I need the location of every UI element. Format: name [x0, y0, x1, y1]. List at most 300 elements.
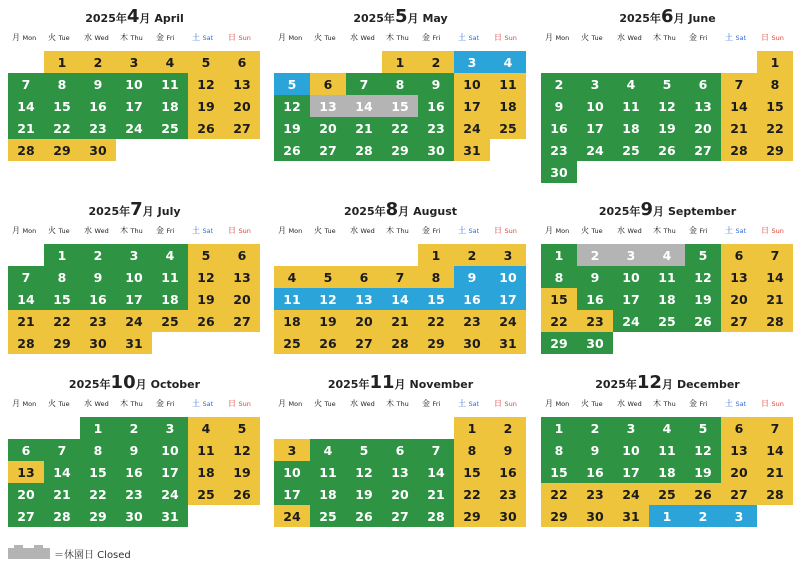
day-cell: 12 — [685, 266, 721, 288]
day-cell: 3 — [116, 51, 152, 73]
day-cell: 5 — [346, 439, 382, 461]
day-cell: 1 — [382, 51, 418, 73]
empty-cell — [274, 51, 310, 73]
weekday-label: 水 Wed — [84, 226, 109, 235]
day-cell: 19 — [685, 461, 721, 483]
month-april — [8, 6, 261, 161]
day-cell: 30 — [454, 332, 490, 354]
empty-cell — [418, 417, 454, 439]
day-cell: 23 — [418, 117, 454, 139]
day-cell: 21 — [418, 483, 454, 505]
weekday-label: 日 Sun — [494, 33, 517, 42]
day-cell: 8 — [418, 266, 454, 288]
day-cell: 5 — [685, 244, 721, 266]
day-cell: 19 — [685, 288, 721, 310]
weekday-label: 土 Sat — [458, 226, 480, 235]
day-cell: 17 — [454, 95, 490, 117]
empty-cell — [649, 51, 685, 73]
empty-cell — [541, 51, 577, 73]
day-cell: 9 — [80, 266, 116, 288]
day-cell: 21 — [8, 310, 44, 332]
day-cell: 17 — [490, 288, 526, 310]
weekday-header — [541, 224, 794, 238]
day-cell: 23 — [490, 483, 526, 505]
day-cell: 17 — [152, 461, 188, 483]
day-cell: 18 — [490, 95, 526, 117]
weekday-label: 日 Sun — [228, 399, 251, 408]
day-cell: 13 — [346, 288, 382, 310]
day-cell: 22 — [80, 483, 116, 505]
day-cell: 15 — [418, 288, 454, 310]
day-cell: 20 — [224, 288, 260, 310]
day-cell: 4 — [188, 417, 224, 439]
day-cell: 5 — [310, 266, 346, 288]
day-cell: 25 — [649, 483, 685, 505]
weekday-label: 火 Tue — [48, 226, 70, 235]
legend — [8, 546, 131, 561]
empty-cell — [613, 51, 649, 73]
day-cell: 7 — [382, 266, 418, 288]
weekday-label: 木 Thu — [653, 33, 676, 42]
day-cell: 17 — [116, 95, 152, 117]
empty-cell — [44, 417, 80, 439]
day-cell: 26 — [224, 483, 260, 505]
day-cell: 28 — [8, 139, 44, 161]
empty-cell — [310, 417, 346, 439]
day-cell: 30 — [80, 139, 116, 161]
day-cell: 15 — [80, 461, 116, 483]
day-cell: 1 — [418, 244, 454, 266]
day-cell: 16 — [454, 288, 490, 310]
day-cell: 25 — [613, 139, 649, 161]
day-cell: 8 — [44, 73, 80, 95]
day-cell: 23 — [454, 310, 490, 332]
day-cell: 7 — [721, 73, 757, 95]
weekday-label: 木 Thu — [386, 33, 409, 42]
month-december — [541, 372, 794, 527]
empty-cell — [577, 51, 613, 73]
day-cell: 14 — [44, 461, 80, 483]
day-cell: 14 — [346, 95, 382, 117]
day-cell: 13 — [685, 95, 721, 117]
day-cell: 23 — [577, 483, 613, 505]
day-cell: 22 — [541, 310, 577, 332]
weekday-label: 日 Sun — [761, 33, 784, 42]
weekday-label: 木 Thu — [386, 399, 409, 408]
day-cell: 19 — [224, 461, 260, 483]
day-cell: 6 — [721, 244, 757, 266]
day-cell: 22 — [382, 117, 418, 139]
day-cell: 3 — [152, 417, 188, 439]
day-cell: 24 — [274, 505, 310, 527]
day-cell: 26 — [188, 310, 224, 332]
day-cell: 27 — [721, 483, 757, 505]
weekday-label: 土 Sat — [458, 33, 480, 42]
day-cell: 9 — [541, 95, 577, 117]
weekday-label: 木 Thu — [386, 226, 409, 235]
day-cell: 11 — [490, 73, 526, 95]
day-cell: 26 — [346, 505, 382, 527]
weekday-label: 水 Wed — [350, 399, 375, 408]
day-cell: 9 — [490, 439, 526, 461]
day-cell: 27 — [346, 332, 382, 354]
day-cell: 15 — [454, 461, 490, 483]
day-cell: 16 — [577, 461, 613, 483]
weekday-label: 日 Sun — [228, 33, 251, 42]
empty-cell — [8, 244, 44, 266]
weekday-label: 木 Thu — [120, 226, 143, 235]
weekday-label: 金 Fri — [422, 33, 441, 42]
day-cell: 9 — [80, 73, 116, 95]
day-cell: 11 — [649, 266, 685, 288]
month-title: 2025年9月 September — [598, 199, 737, 220]
weekday-label: 月 Mon — [278, 33, 303, 42]
month-title: 2025年12月 December — [595, 372, 740, 393]
day-cell: 10 — [454, 73, 490, 95]
day-cell: 29 — [757, 139, 793, 161]
day-cell: 1 — [44, 51, 80, 73]
day-cell: 27 — [224, 310, 260, 332]
day-cell: 14 — [382, 288, 418, 310]
weekday-label: 木 Thu — [120, 399, 143, 408]
weekday-label: 火 Tue — [48, 33, 70, 42]
day-cell-next-month: 2 — [685, 505, 721, 527]
day-cell: 27 — [721, 310, 757, 332]
day-cell: 20 — [685, 117, 721, 139]
day-cell: 7 — [757, 244, 793, 266]
day-cell: 2 — [418, 51, 454, 73]
day-cell: 15 — [382, 95, 418, 117]
month-july — [8, 199, 261, 354]
month-june — [541, 6, 794, 183]
month-title: 2025年5月 May — [353, 6, 448, 27]
weekday-label: 火 Tue — [48, 399, 70, 408]
weekday-label: 水 Wed — [617, 33, 642, 42]
day-cell: 16 — [577, 288, 613, 310]
weekday-header — [274, 397, 527, 411]
empty-cell — [8, 51, 44, 73]
day-cell: 29 — [541, 332, 577, 354]
day-cell: 3 — [490, 244, 526, 266]
weekday-label: 土 Sat — [725, 226, 747, 235]
weekday-label: 日 Sun — [228, 226, 251, 235]
month-may — [274, 6, 527, 161]
day-cell: 17 — [577, 117, 613, 139]
day-cell: 12 — [274, 95, 310, 117]
day-cell: 6 — [224, 51, 260, 73]
day-cell: 22 — [44, 117, 80, 139]
day-cell: 6 — [382, 439, 418, 461]
day-cell: 25 — [310, 505, 346, 527]
day-cell: 25 — [649, 310, 685, 332]
day-cell: 6 — [8, 439, 44, 461]
day-cell: 27 — [382, 505, 418, 527]
day-cell: 24 — [490, 310, 526, 332]
day-cell: 25 — [490, 117, 526, 139]
day-cell: 5 — [188, 51, 224, 73]
day-cell: 7 — [418, 439, 454, 461]
day-cell: 24 — [454, 117, 490, 139]
day-cell: 5 — [649, 73, 685, 95]
day-cell: 20 — [382, 483, 418, 505]
month-september — [541, 199, 794, 354]
day-cell: 18 — [188, 461, 224, 483]
day-cell: 26 — [685, 483, 721, 505]
day-cell: 13 — [8, 461, 44, 483]
weekday-label: 土 Sat — [725, 399, 747, 408]
weekday-label: 金 Fri — [156, 33, 175, 42]
day-cell: 15 — [541, 461, 577, 483]
month-november — [274, 372, 527, 527]
day-cell: 23 — [577, 310, 613, 332]
empty-cell — [685, 51, 721, 73]
day-cell: 4 — [274, 266, 310, 288]
weekday-label: 火 Tue — [581, 226, 603, 235]
weekday-label: 金 Fri — [689, 226, 708, 235]
closed-swatch-icon — [8, 548, 50, 559]
day-cell: 16 — [541, 117, 577, 139]
day-cell: 4 — [310, 439, 346, 461]
empty-cell — [721, 51, 757, 73]
day-cell: 30 — [541, 161, 577, 183]
day-cell: 7 — [44, 439, 80, 461]
day-cell: 5 — [685, 417, 721, 439]
day-cell: 28 — [382, 332, 418, 354]
day-cell: 7 — [8, 266, 44, 288]
day-cell: 28 — [346, 139, 382, 161]
day-cell: 19 — [188, 288, 224, 310]
day-cell: 16 — [116, 461, 152, 483]
day-cell: 20 — [310, 117, 346, 139]
day-cell: 24 — [613, 310, 649, 332]
month-title: 2025年7月 July — [88, 199, 181, 220]
empty-cell — [274, 417, 310, 439]
day-cell: 15 — [757, 95, 793, 117]
weekday-header — [8, 31, 261, 45]
day-cell: 21 — [757, 461, 793, 483]
empty-cell — [382, 417, 418, 439]
day-grid — [541, 417, 794, 527]
day-cell: 14 — [8, 95, 44, 117]
day-cell: 29 — [44, 332, 80, 354]
day-cell: 18 — [152, 95, 188, 117]
day-cell: 30 — [418, 139, 454, 161]
day-cell: 10 — [116, 73, 152, 95]
day-cell: 14 — [757, 439, 793, 461]
day-cell: 23 — [80, 117, 116, 139]
day-cell: 8 — [44, 266, 80, 288]
day-cell: 2 — [577, 417, 613, 439]
weekday-label: 土 Sat — [192, 399, 214, 408]
day-cell: 2 — [80, 244, 116, 266]
day-cell: 26 — [310, 332, 346, 354]
weekday-header — [274, 31, 527, 45]
month-title: 2025年8月 August — [343, 199, 457, 220]
day-cell: 25 — [274, 332, 310, 354]
day-cell: 11 — [188, 439, 224, 461]
weekday-label: 金 Fri — [689, 399, 708, 408]
day-cell: 1 — [454, 417, 490, 439]
day-cell: 20 — [224, 95, 260, 117]
weekday-label: 木 Thu — [653, 399, 676, 408]
weekday-label: 金 Fri — [156, 226, 175, 235]
day-cell: 16 — [418, 95, 454, 117]
month-title: 2025年11月 November — [327, 372, 474, 393]
day-cell: 23 — [541, 139, 577, 161]
day-cell: 22 — [454, 483, 490, 505]
day-cell: 10 — [613, 439, 649, 461]
weekday-label: 月 Mon — [545, 399, 570, 408]
day-cell: 12 — [224, 439, 260, 461]
day-cell: 24 — [613, 483, 649, 505]
day-cell: 18 — [310, 483, 346, 505]
day-cell: 8 — [80, 439, 116, 461]
day-cell: 21 — [346, 117, 382, 139]
day-cell: 13 — [382, 461, 418, 483]
day-cell: 15 — [44, 288, 80, 310]
day-cell: 6 — [685, 73, 721, 95]
day-cell: 16 — [490, 461, 526, 483]
day-cell: 6 — [310, 73, 346, 95]
empty-cell — [310, 51, 346, 73]
day-cell: 15 — [541, 288, 577, 310]
day-cell: 27 — [685, 139, 721, 161]
day-cell: 27 — [8, 505, 44, 527]
weekday-label: 月 Mon — [12, 33, 37, 42]
day-cell: 28 — [8, 332, 44, 354]
day-cell: 9 — [418, 73, 454, 95]
day-cell: 10 — [152, 439, 188, 461]
day-cell: 12 — [685, 439, 721, 461]
day-grid — [274, 417, 527, 527]
weekday-label: 水 Wed — [84, 33, 109, 42]
weekday-label: 水 Wed — [350, 33, 375, 42]
day-cell: 26 — [188, 117, 224, 139]
weekday-header — [541, 31, 794, 45]
weekday-header — [8, 224, 261, 238]
day-cell: 29 — [80, 505, 116, 527]
day-grid — [8, 51, 261, 161]
day-cell: 12 — [188, 73, 224, 95]
day-cell: 23 — [80, 310, 116, 332]
weekday-label: 木 Thu — [120, 33, 143, 42]
day-cell: 7 — [757, 417, 793, 439]
day-cell: 21 — [757, 288, 793, 310]
day-grid — [8, 244, 261, 354]
empty-cell — [274, 244, 310, 266]
day-cell: 10 — [274, 461, 310, 483]
day-cell: 2 — [541, 73, 577, 95]
month-title: 2025年4月 April — [85, 6, 184, 27]
day-cell: 22 — [418, 310, 454, 332]
day-cell: 24 — [116, 117, 152, 139]
day-cell: 5 — [274, 73, 310, 95]
day-cell: 29 — [454, 505, 490, 527]
day-cell: 10 — [577, 95, 613, 117]
day-cell: 19 — [346, 483, 382, 505]
day-cell: 18 — [649, 288, 685, 310]
empty-cell — [310, 244, 346, 266]
day-cell: 30 — [577, 505, 613, 527]
weekday-label: 火 Tue — [581, 399, 603, 408]
weekday-label: 土 Sat — [192, 226, 214, 235]
day-cell: 10 — [116, 266, 152, 288]
day-cell: 24 — [152, 483, 188, 505]
day-cell: 17 — [613, 288, 649, 310]
weekday-label: 木 Thu — [653, 226, 676, 235]
day-cell: 21 — [44, 483, 80, 505]
day-cell: 14 — [418, 461, 454, 483]
day-cell: 11 — [613, 95, 649, 117]
day-cell: 11 — [274, 288, 310, 310]
day-cell: 20 — [346, 310, 382, 332]
day-cell: 27 — [310, 139, 346, 161]
day-cell: 7 — [346, 73, 382, 95]
day-cell: 6 — [224, 244, 260, 266]
day-cell: 4 — [152, 51, 188, 73]
day-cell: 13 — [224, 266, 260, 288]
day-cell: 13 — [310, 95, 346, 117]
day-cell: 26 — [685, 310, 721, 332]
day-cell-next-month: 3 — [721, 505, 757, 527]
day-cell: 11 — [152, 73, 188, 95]
day-cell: 30 — [490, 505, 526, 527]
day-cell: 31 — [454, 139, 490, 161]
day-cell: 10 — [613, 266, 649, 288]
weekday-label: 土 Sat — [725, 33, 747, 42]
day-cell: 22 — [44, 310, 80, 332]
day-cell: 19 — [188, 95, 224, 117]
day-cell: 11 — [152, 266, 188, 288]
day-cell: 3 — [613, 244, 649, 266]
day-cell: 21 — [8, 117, 44, 139]
day-cell: 13 — [224, 73, 260, 95]
month-august — [274, 199, 527, 354]
day-cell: 18 — [152, 288, 188, 310]
weekday-label: 月 Mon — [545, 226, 570, 235]
day-cell: 18 — [613, 117, 649, 139]
day-cell: 25 — [152, 310, 188, 332]
day-cell: 6 — [721, 417, 757, 439]
day-cell: 29 — [418, 332, 454, 354]
day-cell: 22 — [757, 117, 793, 139]
day-cell: 23 — [116, 483, 152, 505]
day-cell: 16 — [80, 95, 116, 117]
day-cell: 28 — [757, 483, 793, 505]
weekday-header — [274, 224, 527, 238]
day-cell: 15 — [44, 95, 80, 117]
empty-cell — [346, 417, 382, 439]
day-cell: 12 — [649, 95, 685, 117]
weekday-label: 火 Tue — [314, 399, 336, 408]
weekday-label: 水 Wed — [84, 399, 109, 408]
day-cell: 17 — [116, 288, 152, 310]
day-cell: 25 — [152, 117, 188, 139]
day-cell: 22 — [541, 483, 577, 505]
day-cell: 14 — [757, 266, 793, 288]
day-cell: 6 — [346, 266, 382, 288]
day-cell: 4 — [649, 417, 685, 439]
weekday-label: 水 Wed — [350, 226, 375, 235]
day-cell: 14 — [721, 95, 757, 117]
day-cell: 29 — [541, 505, 577, 527]
day-cell: 12 — [310, 288, 346, 310]
weekday-label: 日 Sun — [494, 399, 517, 408]
day-cell: 5 — [224, 417, 260, 439]
day-grid — [8, 417, 261, 527]
day-cell: 1 — [80, 417, 116, 439]
day-cell: 30 — [80, 332, 116, 354]
